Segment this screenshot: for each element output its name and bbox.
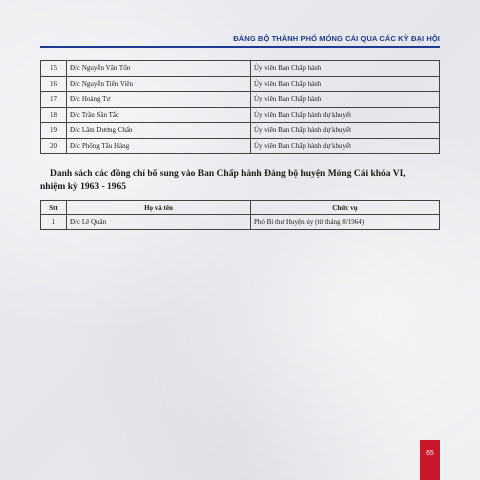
column-header-stt: Stt	[41, 201, 67, 215]
member-name: Đ/c Phổng Tẩu Hàng	[67, 138, 251, 154]
row-number: 1	[41, 215, 67, 230]
member-position: Ủy viên Ban Chấp hành dự khuyết	[251, 123, 440, 139]
table-row	[41, 215, 440, 230]
section-heading-line1: Danh sách các đồng chí bổ sung vào Ban Chấp hành Đảng bộ huyện Móng Cái khóa VI,	[50, 169, 406, 179]
table-header-row	[41, 201, 440, 215]
row-number: 18	[41, 107, 67, 123]
member-position: Ủy viên Ban Chấp hành	[251, 61, 440, 77]
member-name: Đ/c Hoàng Tư	[67, 92, 251, 108]
member-position: Ủy viên Ban Chấp hành dự khuyết	[251, 107, 440, 123]
table-row	[41, 61, 440, 77]
column-header-position: Chức vụ	[251, 201, 440, 215]
member-position: Phó Bí thư Huyện ủy (từ tháng 8/1964)	[251, 215, 440, 230]
section-heading-line2: nhiệm kỳ 1963 - 1965	[40, 181, 127, 192]
section-heading	[40, 168, 440, 193]
table-row	[41, 123, 440, 139]
header-rule	[40, 46, 440, 48]
row-number: 16	[41, 76, 67, 92]
page-number: 65	[420, 440, 440, 480]
column-header-name: Họ và tên	[67, 201, 251, 215]
row-number: 19	[41, 123, 67, 139]
member-position: Ủy viên Ban Chấp hành dự khuyết	[251, 138, 440, 154]
table-row	[41, 107, 440, 123]
member-name: Đ/c Lâm Dương Chấn	[67, 123, 251, 139]
member-position: Ủy viên Ban Chấp hành	[251, 76, 440, 92]
row-number: 20	[41, 138, 67, 154]
running-header: ĐẢNG BỘ THÀNH PHỐ MÓNG CÁI QUA CÁC KỲ ĐẠI HỘI	[233, 34, 440, 43]
member-name: Đ/c Lê Quân	[67, 215, 251, 230]
row-number: 15	[41, 61, 67, 77]
supplementary-members-table	[40, 200, 440, 230]
table-row	[41, 92, 440, 108]
member-position: Ủy viên Ban Chấp hành	[251, 92, 440, 108]
member-name: Đ/c Nguyễn Văn Tốn	[67, 61, 251, 77]
row-number: 17	[41, 92, 67, 108]
table-row	[41, 76, 440, 92]
table-row	[41, 138, 440, 154]
member-name: Đ/c Nguyễn Tiến Viên	[67, 76, 251, 92]
member-name: Đ/c Trần Sần Tắc	[67, 107, 251, 123]
committee-members-table	[40, 60, 440, 154]
